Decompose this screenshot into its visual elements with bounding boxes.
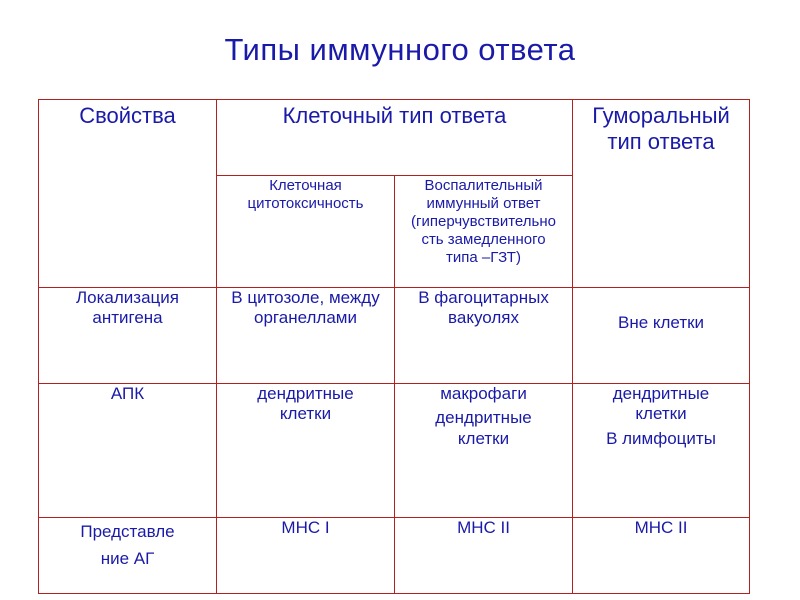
header-properties-cell: [39, 100, 217, 288]
cell-apc-cytotoxic: [217, 384, 395, 518]
cell-line: клетки: [635, 404, 687, 424]
row-label-apc: [39, 384, 217, 518]
subheader-inflammatory-line: Воспалительный: [424, 177, 543, 194]
row-label-presentation: [39, 518, 217, 594]
table-row-apc: [39, 384, 750, 518]
label-line: Представле: [80, 522, 175, 541]
cell-apc-humoral: [573, 384, 750, 518]
subheader-cytotoxic-line: цитотоксичность: [247, 195, 364, 212]
label-text: АПК: [110, 384, 145, 403]
subheader-inflammatory-line: сть замедленного: [421, 231, 546, 248]
subheader-cytotoxic-cell: [217, 176, 395, 288]
cell-presentation-cytotoxic: [217, 518, 395, 594]
subheader-inflammatory-line: иммунный ответ: [426, 195, 541, 212]
cell-line: В лимфоциты: [606, 428, 716, 448]
cell-localization-inflammatory: [395, 288, 573, 384]
page-title: Типы иммунного ответа: [224, 32, 576, 67]
cell-apc-inflammatory: [395, 384, 573, 518]
immune-response-table: [38, 99, 750, 594]
cell-text: MHC II: [457, 518, 510, 537]
cell-line: В фагоцитарных: [418, 288, 549, 307]
label-line: ние АГ: [100, 549, 155, 569]
cell-line: вакуолях: [448, 308, 519, 328]
cell-line: клетки: [457, 428, 510, 448]
subheader-inflammatory-line: типа –ГЗТ): [446, 249, 521, 266]
cell-text: MHC I: [281, 518, 330, 537]
header-humoral-line: тип ответа: [607, 129, 715, 155]
cell-localization-cytotoxic: [217, 288, 395, 384]
header-cellular: Клеточный тип ответа: [282, 103, 507, 128]
label-line: Локализация: [76, 288, 179, 307]
header-humoral-cell: [573, 100, 750, 288]
cell-line: дендритные: [612, 384, 710, 403]
header-cellular-cell: [217, 100, 573, 176]
label-line: антигена: [92, 308, 163, 328]
table-header-row: [39, 100, 750, 176]
cell-presentation-inflammatory: [395, 518, 573, 594]
cell-line: дендритные: [257, 384, 354, 403]
header-humoral-line: Гуморальный: [592, 103, 730, 128]
cell-line: органеллами: [254, 308, 357, 328]
cell-line: макрофаги: [440, 384, 527, 403]
subheader-inflammatory-line: (гиперчувствительно: [411, 213, 556, 230]
cell-line: дендритные: [435, 408, 532, 428]
cell-line: В цитозоле, между: [231, 288, 380, 307]
cell-text: Вне клетки: [617, 313, 705, 333]
table-row-localization: [39, 288, 750, 384]
cell-localization-humoral: [573, 288, 750, 384]
row-label-localization: [39, 288, 217, 384]
table-row-presentation: [39, 518, 750, 594]
cell-presentation-humoral: [573, 518, 750, 594]
cell-text: MHC II: [634, 518, 688, 537]
cell-line: клетки: [279, 404, 332, 424]
subheader-inflammatory-cell: [395, 176, 573, 288]
subheader-cytotoxic-line: Клеточная: [269, 177, 342, 194]
header-properties: Свойства: [79, 103, 176, 128]
